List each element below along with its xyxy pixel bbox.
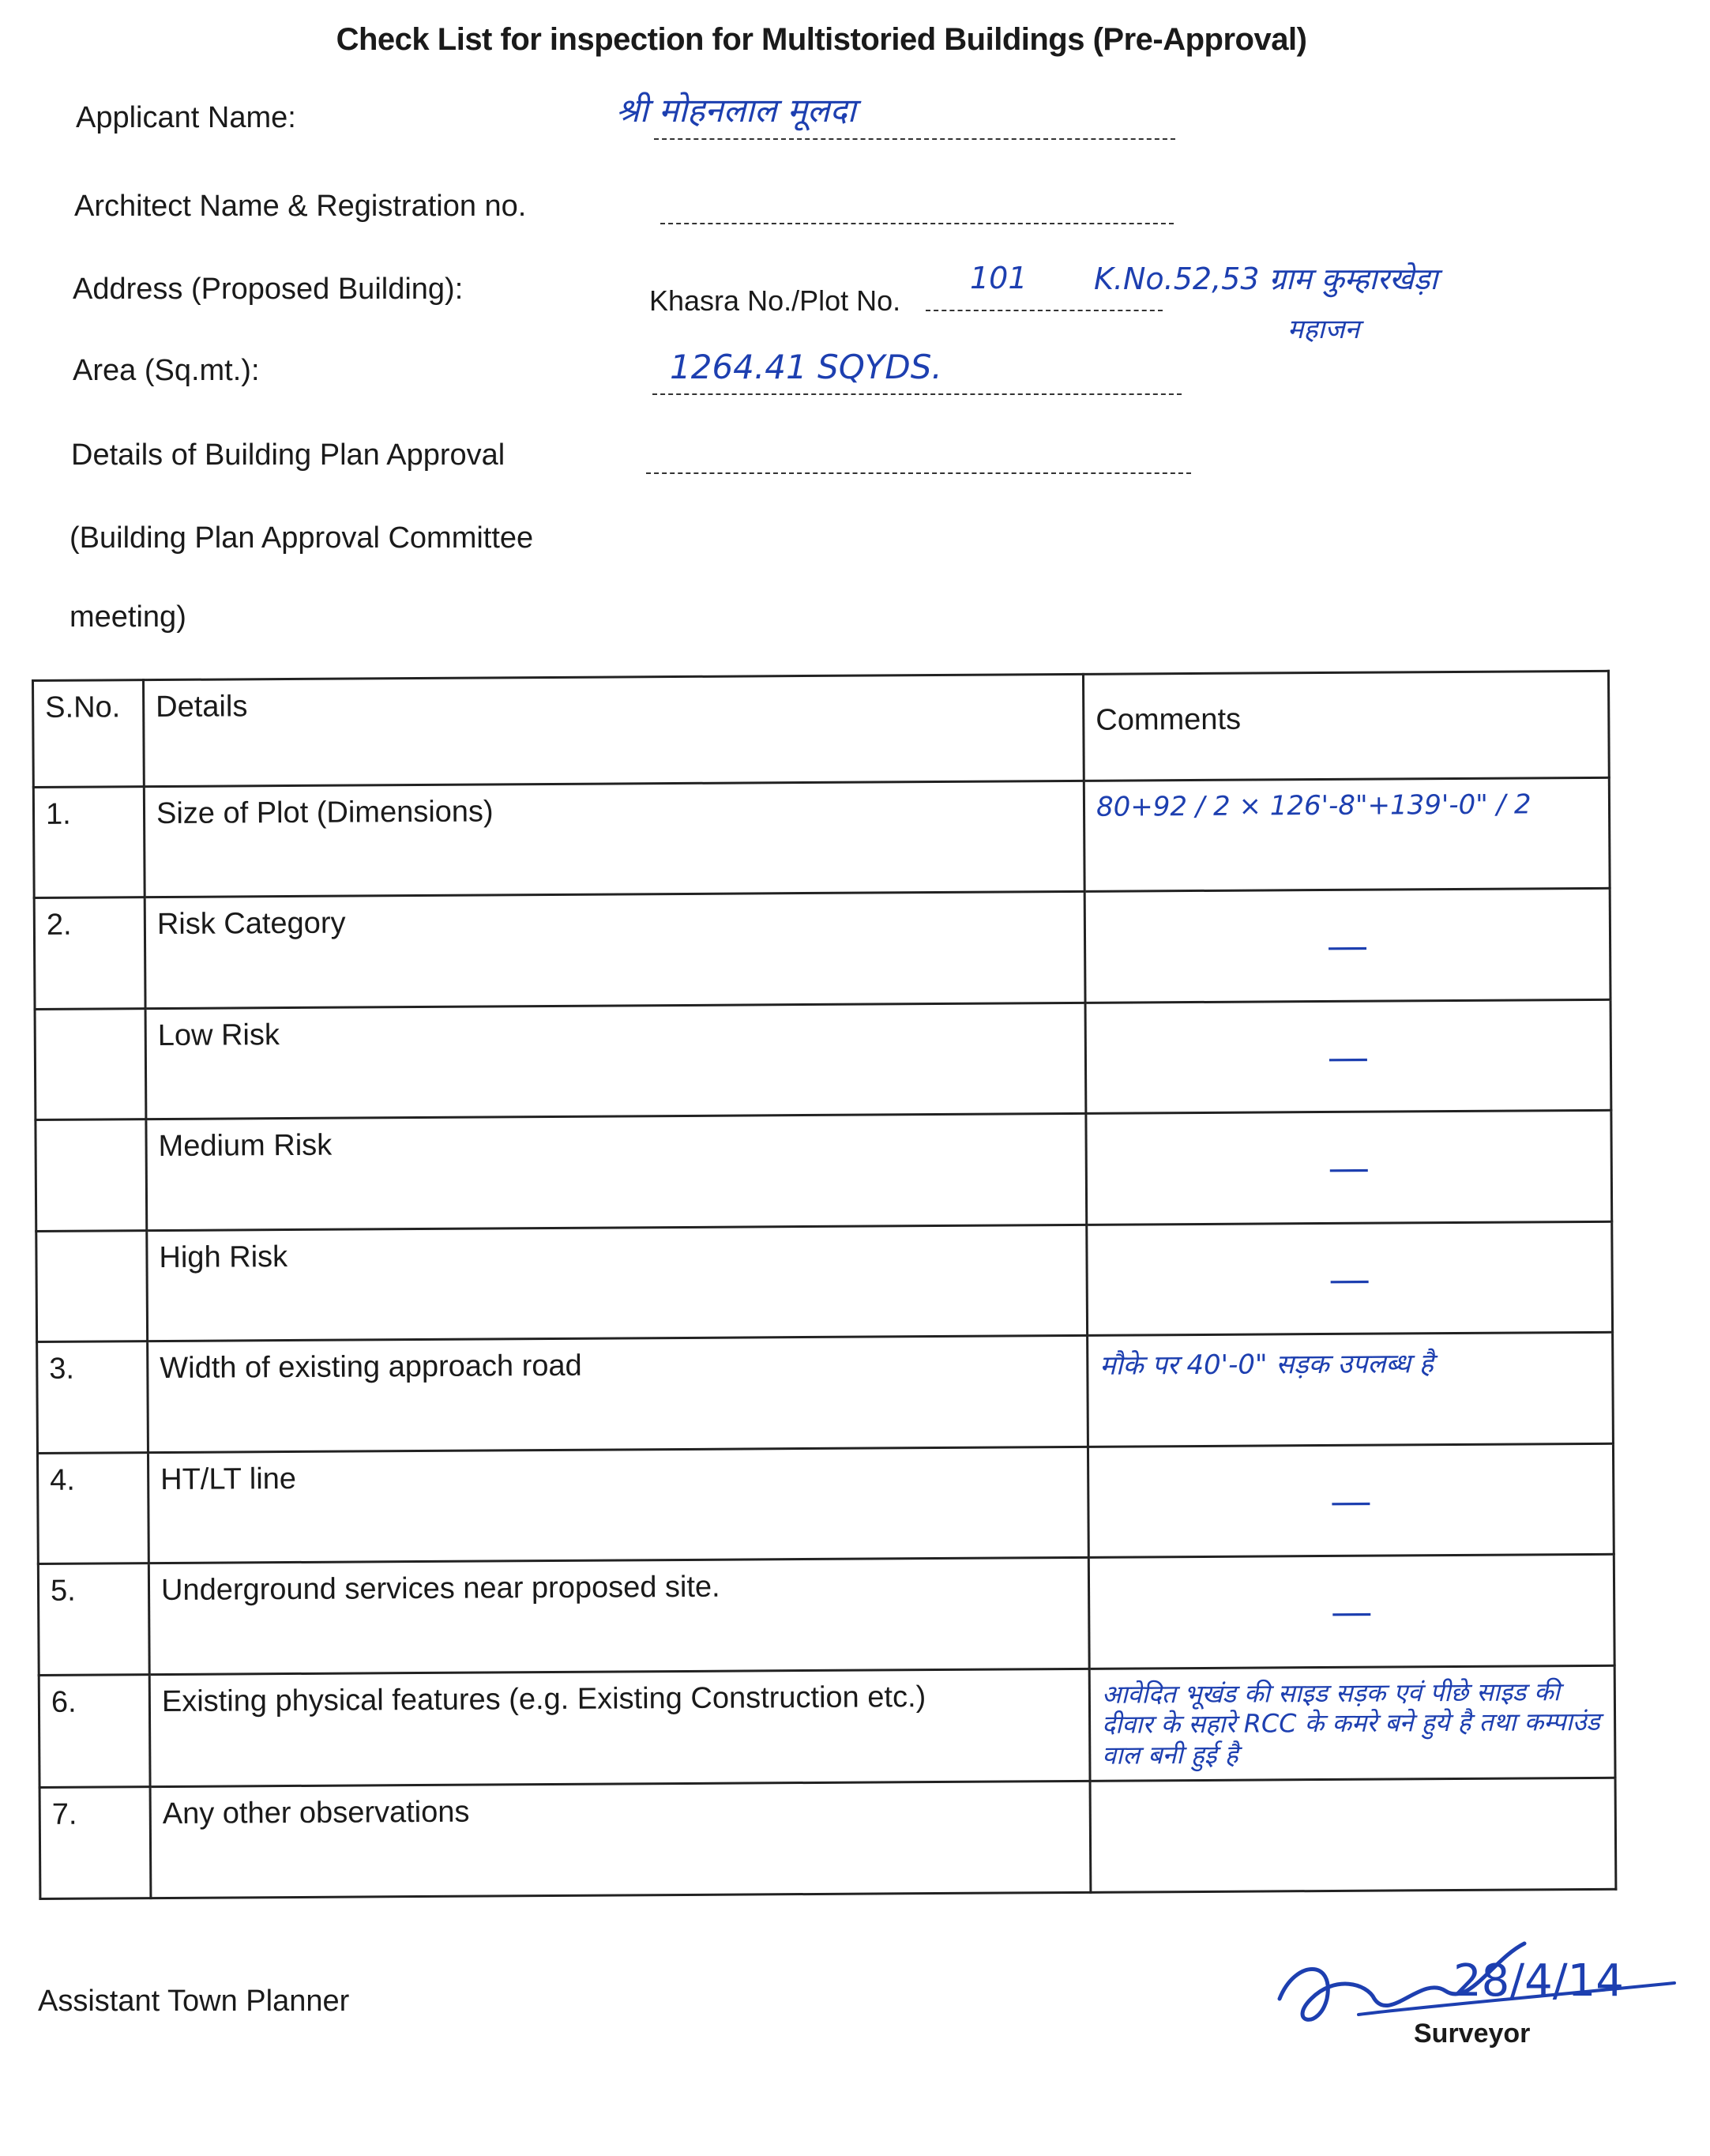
row-comment: [1088, 1555, 1614, 1669]
address-label: Address (Proposed Building):: [73, 273, 464, 306]
row-details: Risk Category: [145, 892, 1085, 1009]
area-value: 1264.41 SQYDS.: [670, 348, 942, 386]
khasra-label: Khasra No./Plot No.: [649, 284, 901, 317]
table-row: [37, 1443, 1614, 1564]
row-comment-mark: —: [1329, 1147, 1368, 1190]
row-sno: [36, 1230, 148, 1341]
signature-date: 28/4/14: [1453, 1955, 1624, 2007]
row-details: Low Risk: [145, 1003, 1086, 1119]
row-comment-mark: —: [1330, 1258, 1369, 1300]
header-details: Details: [144, 674, 1084, 786]
row-details: Existing physical features (e.g. Existing Construction etc.): [149, 1669, 1090, 1787]
approval-label-3: meeting): [70, 600, 186, 634]
row-details: Size of Plot (Dimensions): [144, 781, 1084, 897]
surveyor-label: Surveyor: [1414, 2019, 1531, 2049]
table-row: [34, 889, 1610, 1010]
row-comment: [1087, 1221, 1613, 1336]
row-details: Underground services near proposed site.: [148, 1558, 1089, 1675]
row-comment: [1085, 999, 1611, 1114]
row-sno: 1.: [33, 787, 145, 898]
khasra-value-tehsil: महाजन: [1287, 314, 1360, 345]
area-label: Area (Sq.mt.):: [73, 354, 260, 387]
row-comment: [1090, 1778, 1616, 1893]
applicant-label: Applicant Name:: [76, 101, 296, 134]
row-sno: 7.: [39, 1787, 151, 1898]
row-details: Width of existing approach road: [148, 1336, 1088, 1453]
table-header-row: [33, 671, 1610, 787]
row-sno: 2.: [34, 897, 145, 1009]
row-sno: [36, 1119, 147, 1231]
row-details: Medium Risk: [146, 1114, 1087, 1231]
row-comment-mark: —: [1332, 1480, 1370, 1522]
applicant-line: [654, 138, 1175, 140]
header-sno: S.No.: [33, 680, 145, 788]
row-details: HT/LT line: [148, 1447, 1088, 1563]
row-comment: [1088, 1443, 1614, 1558]
row-details: Any other observations: [150, 1782, 1091, 1898]
row-sno: [35, 1009, 146, 1120]
header-comments: [1083, 671, 1609, 781]
document-title: Check List for inspection for Multistoried Buildings (Pre-Approval): [336, 22, 1307, 57]
header-comments-text: Comments: [1096, 702, 1242, 737]
row-comment: मौके पर 40'-0" सड़क उपलब्ध है: [1088, 1333, 1614, 1447]
checklist-table: [32, 670, 1617, 1900]
applicant-value: श्री मोहनलाल मूलदा: [616, 91, 856, 130]
row-comment: आवेदित भूखंड की साइड सड़क एवं पीछे साइड की दीवार के सहारे RCC के कमरे बने हुये है तथा कम्पाउंड वाल बनी हुई है: [1089, 1665, 1615, 1782]
assistant-town-planner-label: Assistant Town Planner: [38, 1985, 350, 2018]
table-row: [39, 1778, 1616, 1899]
row-sno: 3.: [37, 1341, 148, 1453]
table-row: [36, 1111, 1612, 1232]
khasra-value-plot: 101: [970, 261, 1028, 295]
row-sno: 4.: [37, 1452, 148, 1563]
row-comment-mark: —: [1329, 1036, 1368, 1078]
khasra-line: [926, 310, 1163, 311]
row-comment: [1086, 1111, 1612, 1225]
table-row: [36, 1221, 1613, 1342]
row-sno: 6.: [39, 1674, 150, 1788]
row-comment-mark: —: [1332, 1590, 1371, 1634]
approval-label-1: Details of Building Plan Approval: [71, 438, 505, 472]
approval-label-2: (Building Plan Approval Committee: [70, 521, 534, 555]
approval-line: [646, 472, 1191, 474]
khasra-value-village: K.No.52,53 ग्राम कुम्हारखेड़ा: [1094, 262, 1438, 296]
table-row: [38, 1555, 1614, 1676]
table-row: [35, 999, 1611, 1120]
table-row: [39, 1665, 1615, 1788]
table-row: [33, 777, 1610, 898]
row-comment-mark: —: [1328, 925, 1367, 968]
row-comment: [1084, 889, 1610, 1003]
row-sno: 5.: [38, 1563, 149, 1675]
row-details: High Risk: [147, 1225, 1088, 1341]
architect-line: [660, 223, 1174, 224]
architect-label: Architect Name & Registration no.: [74, 190, 527, 223]
table-row: [37, 1333, 1614, 1454]
row-comment: 80+92 / 2 × 126'-8"+139'-0" / 2: [1084, 777, 1610, 892]
area-line: [652, 393, 1182, 395]
